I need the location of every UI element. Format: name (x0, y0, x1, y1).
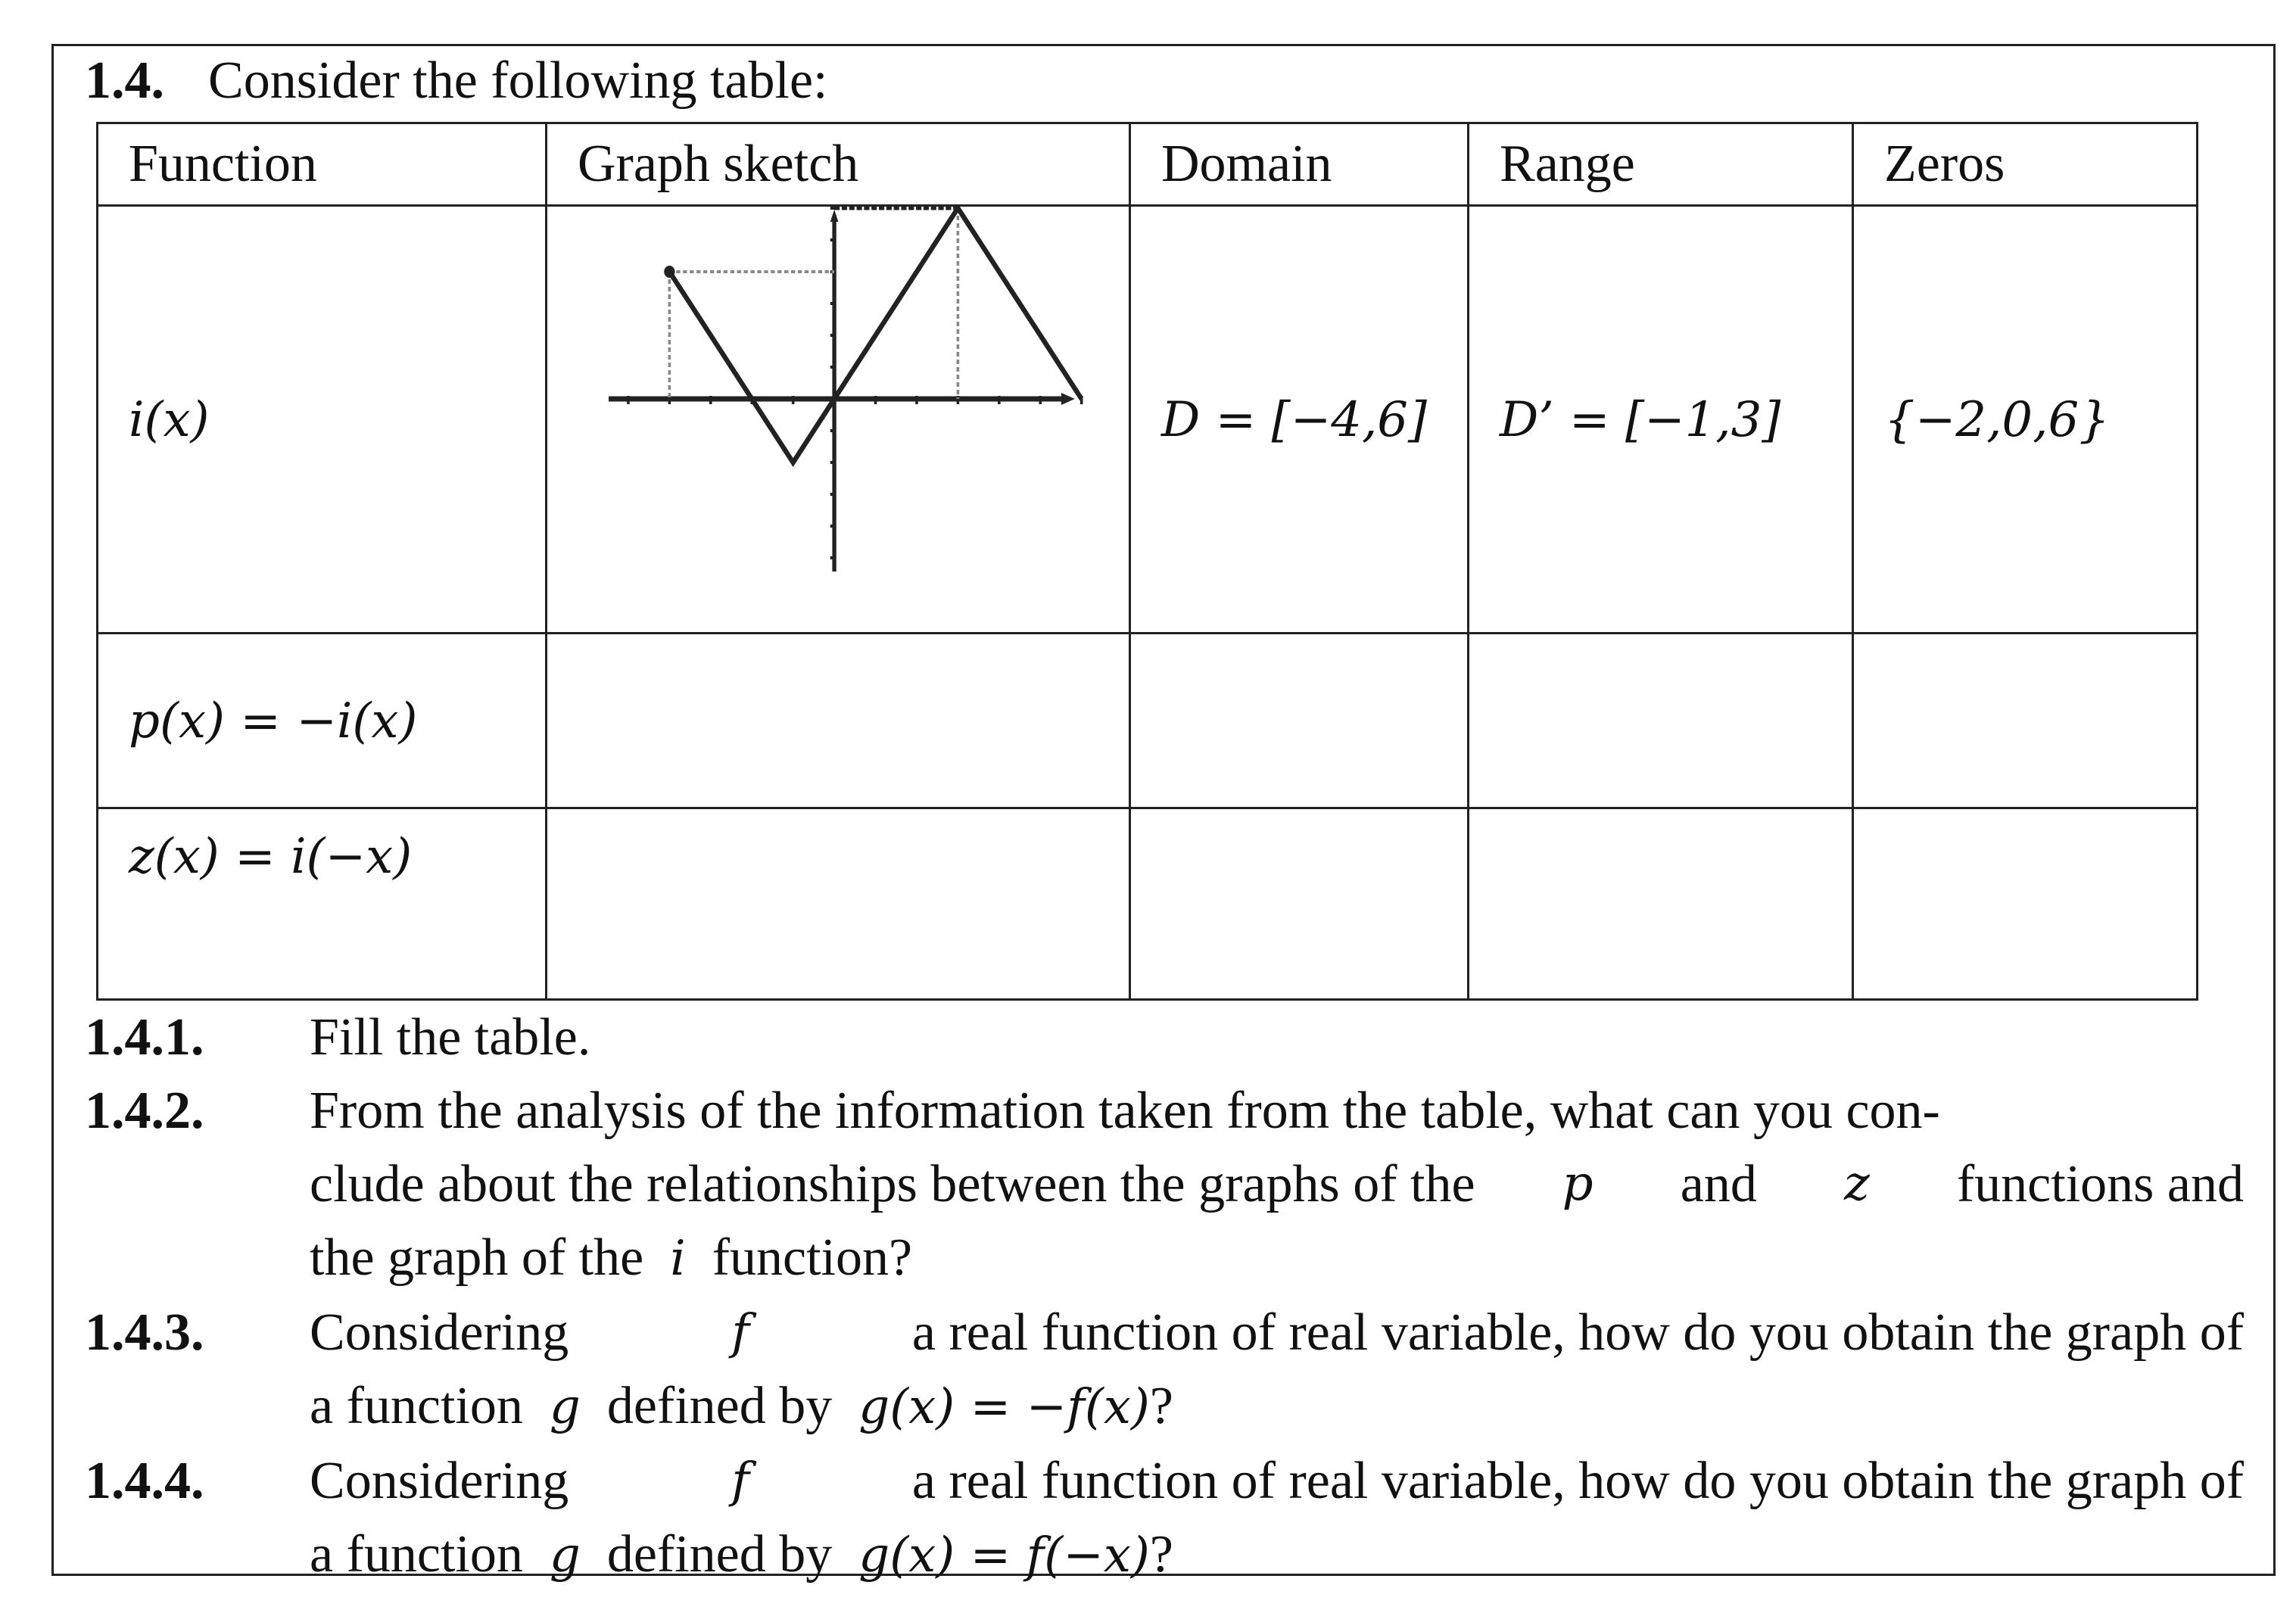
y-axis-arrow (830, 210, 839, 222)
cell-range-z[interactable] (1469, 808, 1853, 1000)
cell-zeros-i: {−2,0,6} (1853, 206, 2198, 634)
header-zeros: Zeros (1853, 123, 2198, 206)
question-list (85, 1001, 2244, 1593)
cell-zeros-z[interactable] (1853, 808, 2198, 1000)
exercise-heading (85, 51, 828, 110)
table-row (98, 808, 2198, 1000)
x-axis-arrow (1061, 393, 1075, 405)
question-text-line-1: From the analysis of the information taken from the table, what can you con- (310, 1082, 1940, 1140)
question-1-4-2 (85, 1074, 2244, 1296)
question-1-4-4 (85, 1444, 2244, 1593)
question-1-4-1 (85, 1001, 2244, 1074)
cell-graph-z[interactable] (547, 808, 1130, 1000)
cell-function-i: i(x) (98, 206, 547, 634)
exercise-title: Consider the following table: (208, 51, 828, 110)
question-text: Fill the table. (310, 1008, 591, 1067)
graph-sketch-i (578, 207, 1098, 632)
question-text-line-3: the graph of the i function? (310, 1228, 913, 1287)
question-number: 1.4.3. (85, 1303, 204, 1362)
table-row (98, 206, 2198, 634)
function-table (96, 122, 2198, 1001)
question-text-line-1: Considering f a real function of real variable, how do you obtain the graph of (310, 1303, 2244, 1362)
cell-range-i: D’ = [−1,3] (1469, 206, 1853, 634)
header-range: Range (1469, 123, 1853, 206)
cell-range-p[interactable] (1469, 634, 1853, 808)
header-function: Function (98, 123, 547, 206)
cell-function-p: p(x) = −i(x) (98, 634, 547, 808)
question-text-line-2: clude about the relationships between the graphs of the p and z functions and (310, 1155, 2244, 1213)
cell-domain-z[interactable] (1130, 808, 1469, 1000)
table-row (98, 634, 2198, 808)
question-text-line-2: a function g defined by g(x) = f(−x)? (310, 1525, 1173, 1583)
graph-line-i (669, 208, 1081, 462)
question-number: 1.4.4. (85, 1452, 204, 1510)
cell-function-z: z(x) = i(−x) (98, 808, 547, 1000)
cell-graph-p[interactable] (547, 634, 1130, 808)
question-number: 1.4.1. (85, 1008, 204, 1067)
cell-graph-i (547, 206, 1130, 634)
cell-domain-i: D = [−4,6] (1130, 206, 1469, 634)
cell-zeros-p[interactable] (1853, 634, 2198, 808)
table-header-row (98, 123, 2198, 206)
question-number: 1.4.2. (85, 1082, 204, 1140)
question-1-4-3 (85, 1296, 2244, 1444)
header-domain: Domain (1130, 123, 1469, 206)
question-text-line-2: a function g defined by g(x) = −f(x)? (310, 1377, 1173, 1435)
cell-domain-p[interactable] (1130, 634, 1469, 808)
exercise-number: 1.4. (85, 51, 164, 110)
header-graph-sketch: Graph sketch (547, 123, 1130, 206)
question-text-line-1: Considering f a real function of real variable, how do you obtain the graph of (310, 1452, 2244, 1510)
graph-start-point (664, 266, 674, 278)
